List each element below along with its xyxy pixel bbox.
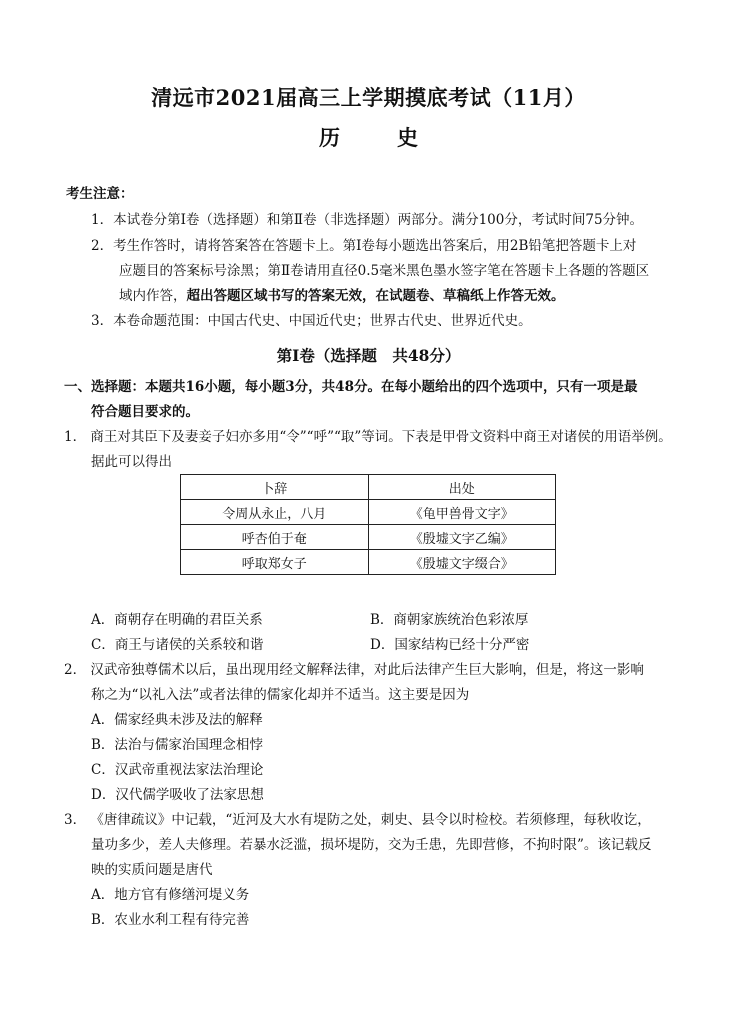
notice-item-1: 1．本试卷分第Ⅰ卷（选择题）和第Ⅱ卷（非选择题）两部分。满分100分，考试时间75分钟。 xyxy=(91,212,644,228)
table-header-row xyxy=(181,475,556,500)
notice-item-2-line-1: 2．考生作答时，请将答案答在答题卡上。第Ⅰ卷每小题选出答案后，用2B铅笔把答题卡上对 xyxy=(91,238,637,254)
q2-option-c: C．汉武帝重视法家法治理论 xyxy=(91,762,264,778)
table-header-cell: 出处 xyxy=(368,475,556,500)
q3-stem-line-2: 量功多少，差人夫修理。若暴水泛滥，损坏堤防，交为壬患，先即营修，不拘时限”。该记载反 xyxy=(91,837,652,853)
q1-option-c: C．商王与诸侯的关系较和谐 xyxy=(91,637,264,653)
q2-option-a: A．儒家经典未涉及法的解释 xyxy=(91,712,263,728)
q3-stem-line-3: 映的实质问题是唐代 xyxy=(91,862,213,878)
exam-title: 清远市2021届高三上学期摸底考试（11月） xyxy=(151,85,586,110)
q1-oracle-table xyxy=(180,474,556,575)
table-cell: 呼取郑女子 xyxy=(181,550,369,575)
table-cell: 《殷墟文字乙编》 xyxy=(368,525,556,550)
q1-option-b: B．商朝家族统治色彩浓厚 xyxy=(370,612,529,628)
q1-stem-line-2: 据此可以得出 xyxy=(91,454,172,470)
q1-stem-line-1: 1． 商王对其臣下及妻妾子妇亦多用“令”“呼”“取”等词。下表是甲骨文资料中商王对诸侯的用语举例。 xyxy=(64,429,672,445)
exam-subject: 历 史 xyxy=(319,125,436,150)
q2-stem-line-2: 称之为“以礼入法”或者法律的儒家化却并不适当。这主要是因为 xyxy=(91,687,470,703)
table-cell: 呼杏伯于奄 xyxy=(181,525,369,550)
notice-item-3: 3．本卷命题范围：中国古代史、中国近代史；世界古代史、世界近代史。 xyxy=(91,313,532,329)
table-cell: 《龟甲兽骨文字》 xyxy=(368,500,556,525)
q3-option-b: B．农业水利工程有待完善 xyxy=(91,912,250,928)
section-instruction-line-2: 符合题目要求的。 xyxy=(91,404,199,420)
section-instruction-line-1: 一、选择题：本题共16小题，每小题3分，共48分。在每小题给出的四个选项中，只有一项是最 xyxy=(64,379,638,395)
table-row xyxy=(181,525,556,550)
q3-stem-line-1: 3． 《唐律疏议》中记载，“近河及大水有堤防之处，刺史、县令以时检校。若须修理，每秋收讫， xyxy=(64,812,651,828)
q2-option-b: B．法治与儒家治国理念相悖 xyxy=(91,737,263,753)
q1-option-d: D．国家结构已经十分严密 xyxy=(370,637,530,653)
q3-option-a: A．地方官有修缮河堤义务 xyxy=(91,887,250,903)
notice-item-2-bold-text: 超出答题区域书写的答案无效，在试题卷、草稿纸上作答无效。 xyxy=(186,288,565,304)
table-header-cell: 卜辞 xyxy=(181,475,369,500)
q1-option-a: A．商朝存在明确的君臣关系 xyxy=(91,612,263,628)
notice-item-2-plain-text: 域内作答， xyxy=(119,288,187,304)
table-row xyxy=(181,550,556,575)
q2-option-d: D．汉代儒学吸收了法家思想 xyxy=(91,787,264,803)
table-cell: 令周从永止，八月 xyxy=(181,500,369,525)
section-title: 第Ⅰ卷（选择题 共48分） xyxy=(276,346,461,365)
q2-stem-line-1: 2． 汉武帝独尊儒术以后，虽出现用经文解释法律，对此后法律产生巨大影响，但是，将这一影响 xyxy=(64,662,644,678)
notice-heading: 考生注意： xyxy=(66,186,134,202)
notice-item-2-line-3 xyxy=(119,287,565,305)
table-row xyxy=(181,500,556,525)
notice-item-2-line-2: 应题目的答案标号涂黑；第Ⅱ卷请用直径0.5毫米黑色墨水签字笔在答题卡上各题的答题区 xyxy=(119,263,650,279)
table-cell: 《殷墟文字缀合》 xyxy=(368,550,556,575)
